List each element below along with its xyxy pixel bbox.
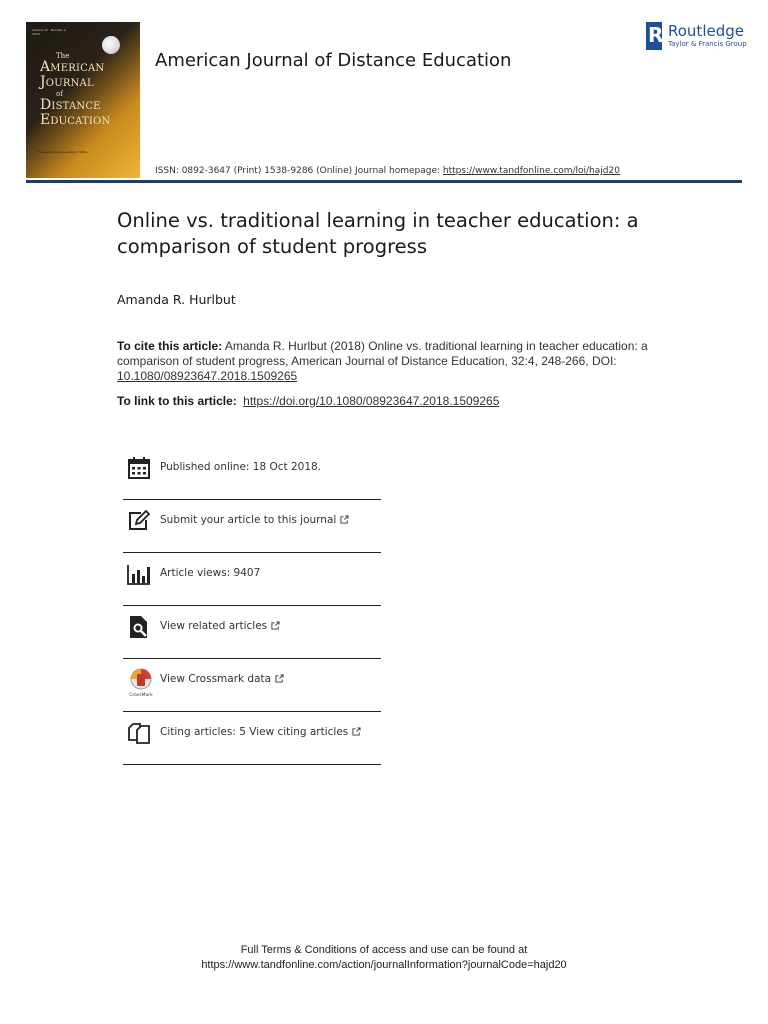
published-online-label: Published online: 18 Oct 2018. [160, 461, 322, 473]
footer [0, 943, 768, 973]
issn-line [155, 166, 620, 176]
crossmark-text: View Crossmark data [160, 673, 272, 685]
publisher-name: Routledge [668, 22, 744, 40]
search-document-icon [127, 615, 151, 639]
cover-title-line: Education [40, 112, 111, 128]
publisher-group: Taylor & Francis Group [668, 40, 747, 48]
crossmark-icon [127, 668, 153, 698]
citing-articles-link[interactable] [123, 712, 381, 765]
footer-terms-text: Full Terms & Conditions of access and use can be found at [240, 944, 528, 956]
submit-article-label[interactable] [160, 514, 349, 526]
citing-articles-label[interactable] [160, 726, 361, 738]
crossmark-link[interactable] [123, 659, 381, 712]
related-articles-label[interactable] [160, 620, 280, 632]
cover-subtitle: E-Learning and Learning Online [38, 150, 88, 154]
cover-volume-text: Volume 32 · Number 4 · 2018 [32, 28, 68, 36]
article-doi-link[interactable]: https://doi.org/10.1080/08923647.2018.1509265 [243, 394, 500, 408]
related-articles-link[interactable] [123, 606, 381, 659]
citing-icon [127, 721, 151, 745]
related-articles-text: View related articles [160, 620, 268, 632]
article-views-label: Article views: 9407 [160, 567, 261, 579]
header-divider [26, 180, 742, 183]
journal-cover-image [26, 22, 140, 178]
submit-article-text: Submit your article to this journal [160, 514, 337, 526]
cover-title-line: American [40, 59, 105, 75]
crossmark-label[interactable] [160, 673, 284, 685]
citing-articles-text: Citing articles: 5 View citing articles [160, 726, 349, 738]
external-link-icon [271, 621, 280, 630]
article-author: Amanda R. Hurlbut [117, 292, 236, 307]
article-link-line [117, 394, 677, 408]
external-link-icon [352, 727, 361, 736]
cover-title [40, 52, 136, 128]
article-views-item [123, 553, 381, 606]
cover-title-line: Distance [40, 97, 101, 113]
bar-chart-icon [127, 562, 151, 586]
edit-icon [127, 509, 151, 533]
cover-title-line: of [56, 90, 63, 98]
cover-title-line: The [56, 52, 70, 60]
submit-article-link[interactable] [123, 500, 381, 553]
published-online-item [123, 447, 381, 500]
article-actions [123, 447, 381, 765]
cite-doi-link[interactable]: 10.1080/08923647.2018.1509265 [117, 369, 298, 383]
publisher-logo[interactable] [646, 22, 747, 52]
footer-terms-link[interactable]: https://www.tandfonline.com/action/journalInformation?journalCode=hajd20 [201, 959, 567, 971]
external-link-icon [275, 674, 284, 683]
link-label: To link to this article: [117, 394, 237, 408]
article-title: Online vs. traditional learning in teacher education: a comparison of student progress [117, 209, 639, 258]
journal-homepage-link[interactable]: https://www.tandfonline.com/loi/hajd20 [442, 166, 620, 176]
issn-text: ISSN: 0892-3647 (Print) 1538-9286 (Online) Journal homepage: [155, 166, 443, 176]
crossmark-caption: CrossMark [129, 693, 153, 698]
citation-block [117, 339, 657, 384]
cite-text: Amanda R. Hurlbut (2018) Online vs. traditional learning in teacher education: a comparison of student progress, American Journal of Distance Education, 32:4, 248-266, DOI: [117, 339, 648, 368]
cite-label: To cite this article: [117, 339, 223, 353]
journal-name[interactable]: American Journal of Distance Education [155, 50, 512, 71]
external-link-icon [340, 515, 349, 524]
routledge-r-icon [646, 22, 662, 50]
cover-title-line: Journal [40, 74, 94, 90]
calendar-icon [127, 456, 151, 480]
